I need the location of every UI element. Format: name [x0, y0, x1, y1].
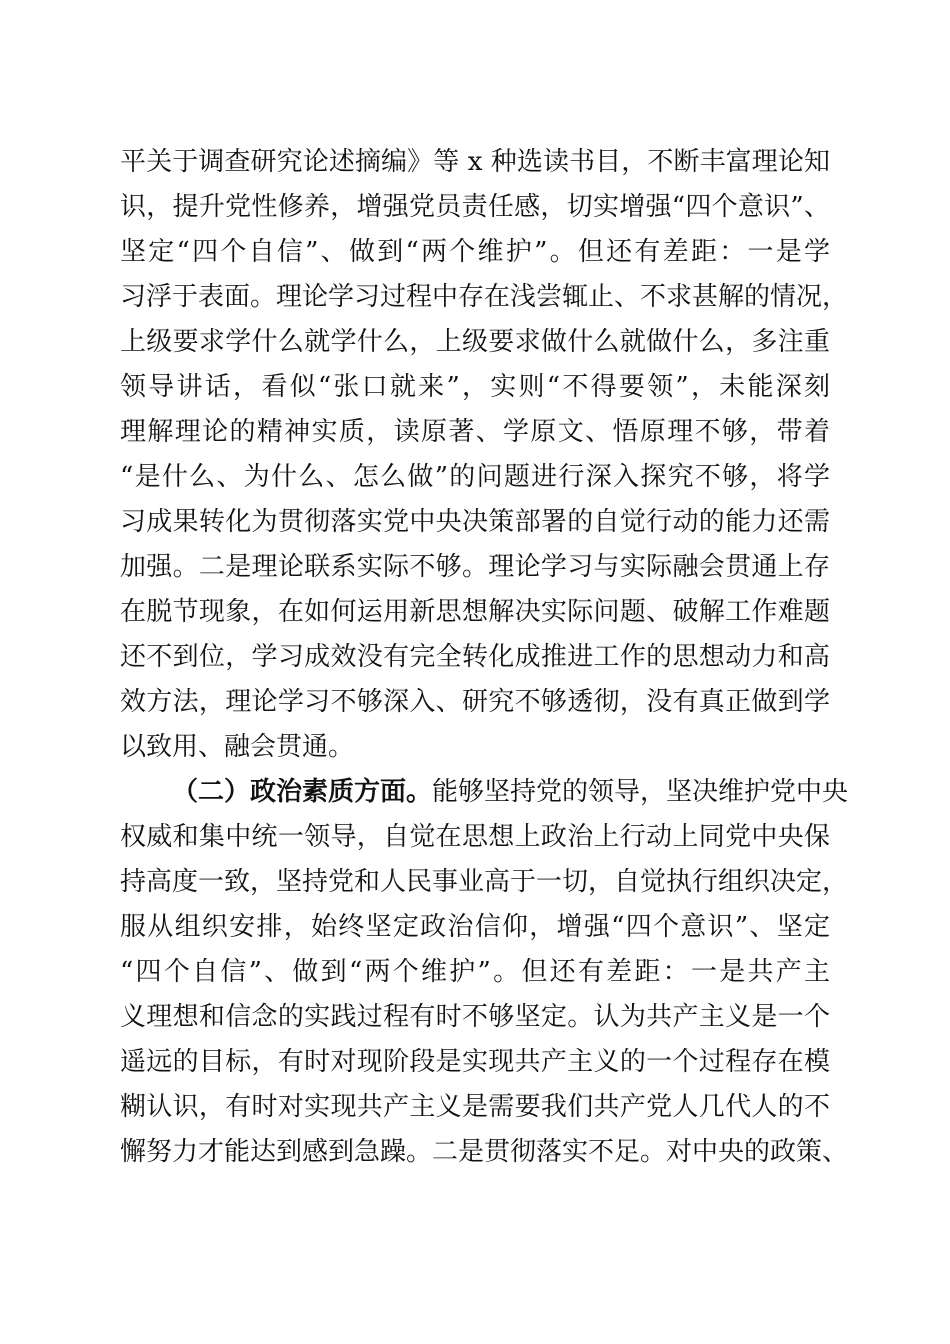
text-line: 遥远的目标，有时对现阶段是实现共产主义的一个过程存在模	[120, 1047, 830, 1077]
text-line: 义理想和信念的实践过程有时不够坚定。认为共产主义是一个	[120, 1002, 830, 1032]
section-heading: （二）政治素质方面。	[172, 777, 433, 807]
text-line: 理解理论的精神实质，读原著、学原文、悟原理不够，带着	[120, 417, 830, 447]
text-line: 还不到位，学习成效没有完全转化成推进工作的思想动力和高	[120, 642, 830, 672]
text-line: 懈努力才能达到感到急躁。二是贯彻落实不足。对中央的政策、	[120, 1137, 849, 1167]
text-line: 坚定“四个自信”、做到“两个维护”。但还有差距：一是学	[120, 237, 830, 267]
text-line: 平关于调查研究论述摘编》等 x 种选读书目，不断丰富理论知	[120, 147, 830, 177]
text-line: “四个自信”、做到“两个维护”。但还有差距：一是共产主	[120, 957, 830, 987]
text-line: 习成果转化为贯彻落实党中央决策部署的自觉行动的能力还需	[120, 507, 830, 537]
text-line: 习浮于表面。理论学习过程中存在浅尝辄止、不求甚解的情况，	[120, 282, 849, 312]
text-line: 服从组织安排，始终坚定政治信仰，增强“四个意识”、坚定	[120, 912, 830, 942]
text-line: 识，提升党性修养，增强党员责任感，切实增强“四个意识”、	[120, 192, 830, 222]
text-line: 糊认识，有时对实现共产主义是需要我们共产党人几代人的不	[120, 1092, 830, 1122]
text-line: 上级要求学什么就学什么，上级要求做什么就做什么，多注重	[120, 327, 830, 357]
text-line-first	[172, 772, 849, 812]
text-line: 以致用、融会贯通。	[120, 732, 355, 762]
text-run: 能够坚持党的领导，坚决维护党中央	[432, 777, 849, 807]
text-line: 权威和集中统一领导，自觉在思想上政治上行动上同党中央保	[120, 822, 830, 852]
text-line: “是什么、为什么、怎么做”的问题进行深入探究不够，将学	[120, 462, 830, 492]
text-line: 在脱节现象，在如何运用新思想解决实际问题、破解工作难题	[120, 597, 830, 627]
text-line: 持高度一致，坚持党和人民事业高于一切，自觉执行组织决定，	[120, 867, 849, 897]
text-line: 效方法，理论学习不够深入、研究不够透彻，没有真正做到学	[120, 687, 830, 717]
text-line: 加强。二是理论联系实际不够。理论学习与实际融会贯通上存	[120, 552, 830, 582]
text-line: 领导讲话，看似“张口就来”，实则“不得要领”，未能深刻	[120, 372, 830, 402]
